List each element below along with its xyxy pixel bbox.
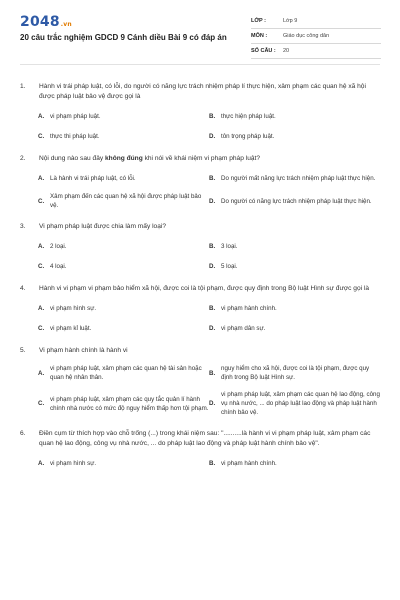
option-b[interactable]: B. thực hiện pháp luật. (209, 112, 276, 120)
option-b[interactable]: B. vi phạm hành chính. (209, 459, 277, 467)
option-b[interactable]: B. vi phạm hành chính. (209, 304, 277, 312)
question-list (20, 82, 380, 481)
option-c[interactable]: C. Xâm phạm đến các quan hệ xã hội được pháp luật bảo vệ. (38, 193, 202, 209)
option-a[interactable]: A. 2 loại. (38, 242, 67, 250)
question-2 (20, 154, 380, 210)
question-number: 2. (20, 155, 26, 162)
header-divider (20, 64, 380, 65)
question-5 (20, 346, 380, 417)
option-d[interactable]: D. vi phạm dân sự. (209, 324, 266, 332)
option-grid (20, 302, 380, 334)
option-b[interactable]: B. 3 loại. (209, 242, 238, 250)
option-a[interactable]: A. Là hành vi trái pháp luật, có lỗi. (38, 174, 136, 182)
meta-key: LỚP : (251, 18, 266, 24)
question-3 (20, 222, 380, 272)
option-c[interactable]: C. 4 loại. (38, 262, 67, 270)
option-grid (20, 172, 380, 210)
option-a[interactable]: A. vi phạm pháp luật, xâm phạm các quan hệ tài sản hoặc quan hệ nhân thân. (38, 365, 202, 381)
option-c[interactable]: C. vi phạm pháp luật, xâm phạm các quy tắc quản lí hành chính nhà nước có mức độ nguy hiểm thấp hơn tội phạm. (38, 395, 209, 412)
question-text: Hành vi trái pháp luật, có lỗi, do người có năng lực trách nhiệm pháp lí thực hiện, xâm phạm các quan hệ xã hội được pháp luật bảo vệ được gọi là (39, 83, 366, 100)
question-number: 6. (20, 430, 26, 437)
option-grid (20, 240, 380, 272)
option-b[interactable]: B. Do người mất năng lực trách nhiệm pháp luật thực hiện. (209, 174, 376, 182)
emphasis-text: không đúng (105, 155, 143, 162)
option-b[interactable]: B. nguy hiểm cho xã hội, được coi là tội phạm, được quy định trong Bộ luật Hình sự. (209, 365, 370, 381)
question-number: 4. (20, 285, 26, 292)
question-text: Vi phạm pháp luật được chia làm mấy loại? (39, 223, 167, 230)
option-c[interactable]: C. vi phạm kỉ luật. (38, 324, 92, 332)
option-grid (20, 110, 380, 142)
document-title: 20 câu trắc nghiệm GDCD 9 Cánh diều Bài 9 có đáp án (20, 33, 227, 42)
option-d[interactable]: D. tôn trọng pháp luật. (209, 132, 275, 140)
meta-table (251, 14, 381, 59)
option-d[interactable]: D. 5 loại. (209, 262, 238, 270)
meta-value: Lớp 9 (283, 18, 298, 24)
meta-row-subject (251, 29, 381, 44)
option-grid (20, 364, 380, 417)
question-number: 1. (20, 83, 26, 90)
question-number: 5. (20, 347, 26, 354)
meta-value: 20 (283, 48, 290, 54)
option-c[interactable]: C. thực thi pháp luật. (38, 132, 100, 140)
meta-value: Giáo dục công dân (283, 33, 330, 39)
question-text: Điền cụm từ thích hợp vào chỗ trống (...) trong khái niệm sau: "..........là hành vi vi phạm pháp luật, xâm phạm các quan hệ lao động, công vụ nhà nước, ... do pháp luật lao động và pháp luật hành chính bảo vệ". (39, 430, 371, 447)
option-d[interactable]: D. vi phạm pháp luật, xâm phạm các quan hệ lao động, công vụ nhà nước, ... do pháp luật lao động và pháp luật hành chính bảo vệ. (209, 391, 380, 416)
option-a[interactable]: A. vi phạm pháp luật. (38, 112, 101, 120)
header (0, 0, 400, 72)
question-text: Vi phạm hành chính là hành vi (39, 347, 128, 354)
meta-key: MÔN : (251, 33, 268, 39)
question-text: Hành vi vi phạm vi phạm bảo hiểm xã hội, được coi là tội phạm, được quy định trong Bộ luật Hình sự được gọi là (39, 285, 370, 292)
meta-row-count (251, 44, 381, 59)
question-text: Nội dung nào sau đây không đúng khi nói về khái niệm vi phạm pháp luật? (39, 155, 261, 162)
question-6 (20, 429, 380, 469)
option-a[interactable]: A. vi phạm hình sự. (38, 304, 97, 312)
meta-row-class (251, 14, 381, 29)
question-1 (20, 82, 380, 142)
option-grid (20, 457, 380, 469)
option-a[interactable]: A. vi phạm hình sự. (38, 459, 97, 467)
question-4 (20, 284, 380, 334)
meta-key: SỐ CÂU : (251, 48, 276, 54)
site-logo[interactable]: 2048.vn (20, 14, 72, 30)
question-number: 3. (20, 223, 26, 230)
option-d[interactable]: D. Do người có năng lực trách nhiệm pháp luật thực hiện. (209, 197, 372, 205)
